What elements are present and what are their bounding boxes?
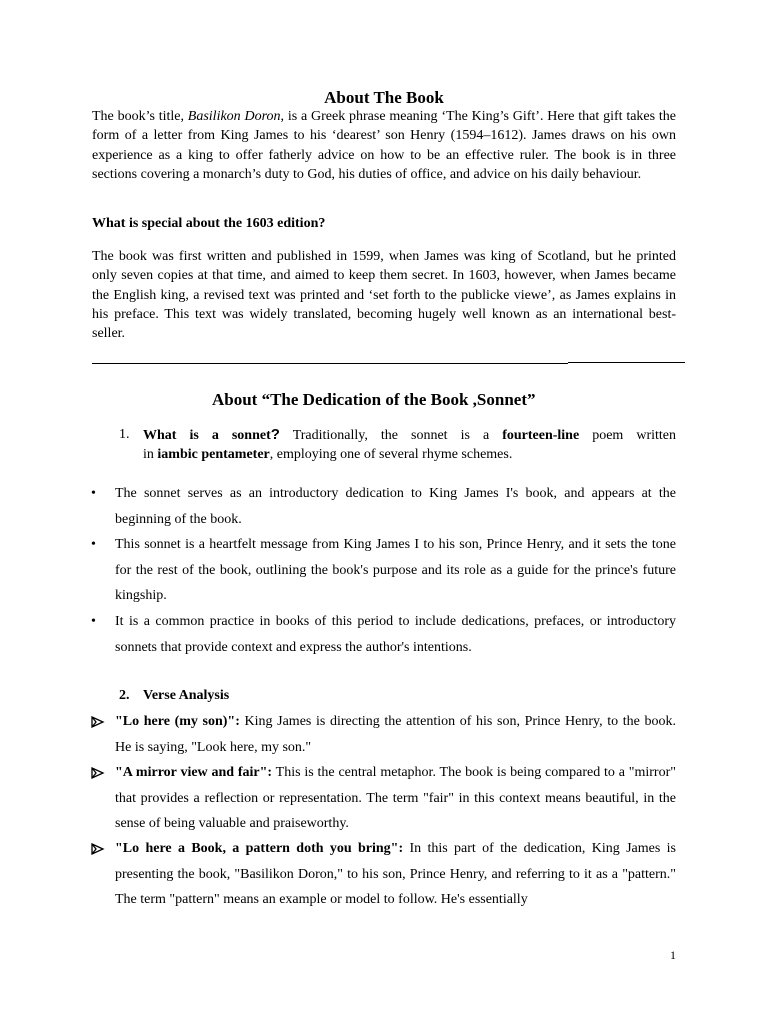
section-title-about-book: About The Book [324, 88, 444, 107]
question-mark: ? [270, 426, 280, 443]
item-1-text-c: in [143, 447, 158, 462]
page-number: 1 [670, 948, 676, 962]
verse-quote: "Lo here a Book, a pattern doth you bring": [115, 841, 404, 856]
bullet-item: The sonnet serves as an introductory dedication to King James I's book, and appears at the beginning of the book. [115, 486, 676, 527]
bullet-item: This sonnet is a heartfelt message from King James I to his son, Prince Henry, and it sets the tone for the rest of the book, outlining the book's purpose and its role as a guide for the prince's future kingship. [115, 537, 676, 604]
edition-question: What is special about the 1603 edition? [92, 216, 326, 231]
item-1-text-a: Traditionally, the sonnet is a [279, 428, 503, 443]
item-1-line-1 [143, 425, 676, 446]
item-1-line-2 [143, 445, 512, 465]
book-title-italic: Basilikon Doron [187, 109, 281, 124]
section-title-dedication: About “The Dedication of the Book ,Sonnet” [212, 390, 536, 409]
item-2-number: 2. [119, 688, 130, 703]
intro-paragraph [92, 107, 676, 184]
item-1-text-b: poem written [579, 428, 676, 443]
verse-item [115, 709, 676, 760]
intro-text-pre: The book’s title, [92, 109, 188, 124]
bullet-icon: • [91, 614, 96, 629]
verse-analysis-title: Verse Analysis [143, 688, 230, 703]
verse-explanation: King James is directing the attention of his son, Prince Henry, to the book. He is saying, "Look here, my son." [115, 714, 676, 755]
sonnet-question: What is a sonnet [143, 428, 271, 443]
bullet-icon: • [91, 486, 96, 501]
divider-left [92, 363, 568, 364]
verse-quote: "A mirror view and fair": [115, 765, 273, 780]
arrow-bullet-icon [91, 767, 105, 779]
arrow-bullet-icon [91, 716, 105, 728]
verse-quote: "Lo here (my son)": [115, 714, 240, 729]
verse-item [115, 760, 676, 837]
verse-item [115, 836, 676, 913]
item-1-number: 1. [119, 427, 130, 442]
arrow-bullet-icon [91, 843, 105, 855]
verse-explanation: In this part of the dedication, King James is presenting the book, "Basilikon Doron," to his son, Prince Henry, and referring to it as a "pattern." The term "pattern" means an example or model to follow. He's essentially [115, 841, 676, 908]
term-fourteen-line: fourteen-line [502, 428, 580, 443]
edition-paragraph: The book was first written and published in 1599, when James was king of Scotland, but he printed only seven copies at that time, and aimed to keep them secret. In 1603, however, when James became the English king, a revised text was printed and ‘set forth to the publicke viewe’, as James explains in his preface. This text was widely translated, becoming hugely well known as an international best-seller. [92, 249, 676, 342]
divider-right [568, 362, 685, 363]
intro-text-post: , is a Greek phrase meaning ‘The King’s Gift’. Here that gift takes the form of a letter from King James to his ‘dearest’ son Henry (1594–1612). James draws on his own experience as a king to offer fatherly advice on how to be an effective ruler. The book is in three sections covering a monarch’s duty to God, his duties of office, and advice on his daily behaviour. [92, 109, 676, 182]
bullet-item: It is a common practice in books of this period to include dedications, prefaces, or introductory sonnets that provide context and express the author's intentions. [115, 614, 676, 655]
bullet-icon: • [91, 537, 96, 552]
verse-explanation: This is the central metaphor. The book is being compared to a "mirror" that provides a reflection or representation. The term "fair" in this context means beautiful, in the sense of being valuable and praiseworthy. [115, 765, 676, 832]
term-iambic-pentameter: iambic pentameter [157, 447, 270, 462]
item-1-text-d: , employing one of several rhyme schemes. [269, 447, 513, 462]
